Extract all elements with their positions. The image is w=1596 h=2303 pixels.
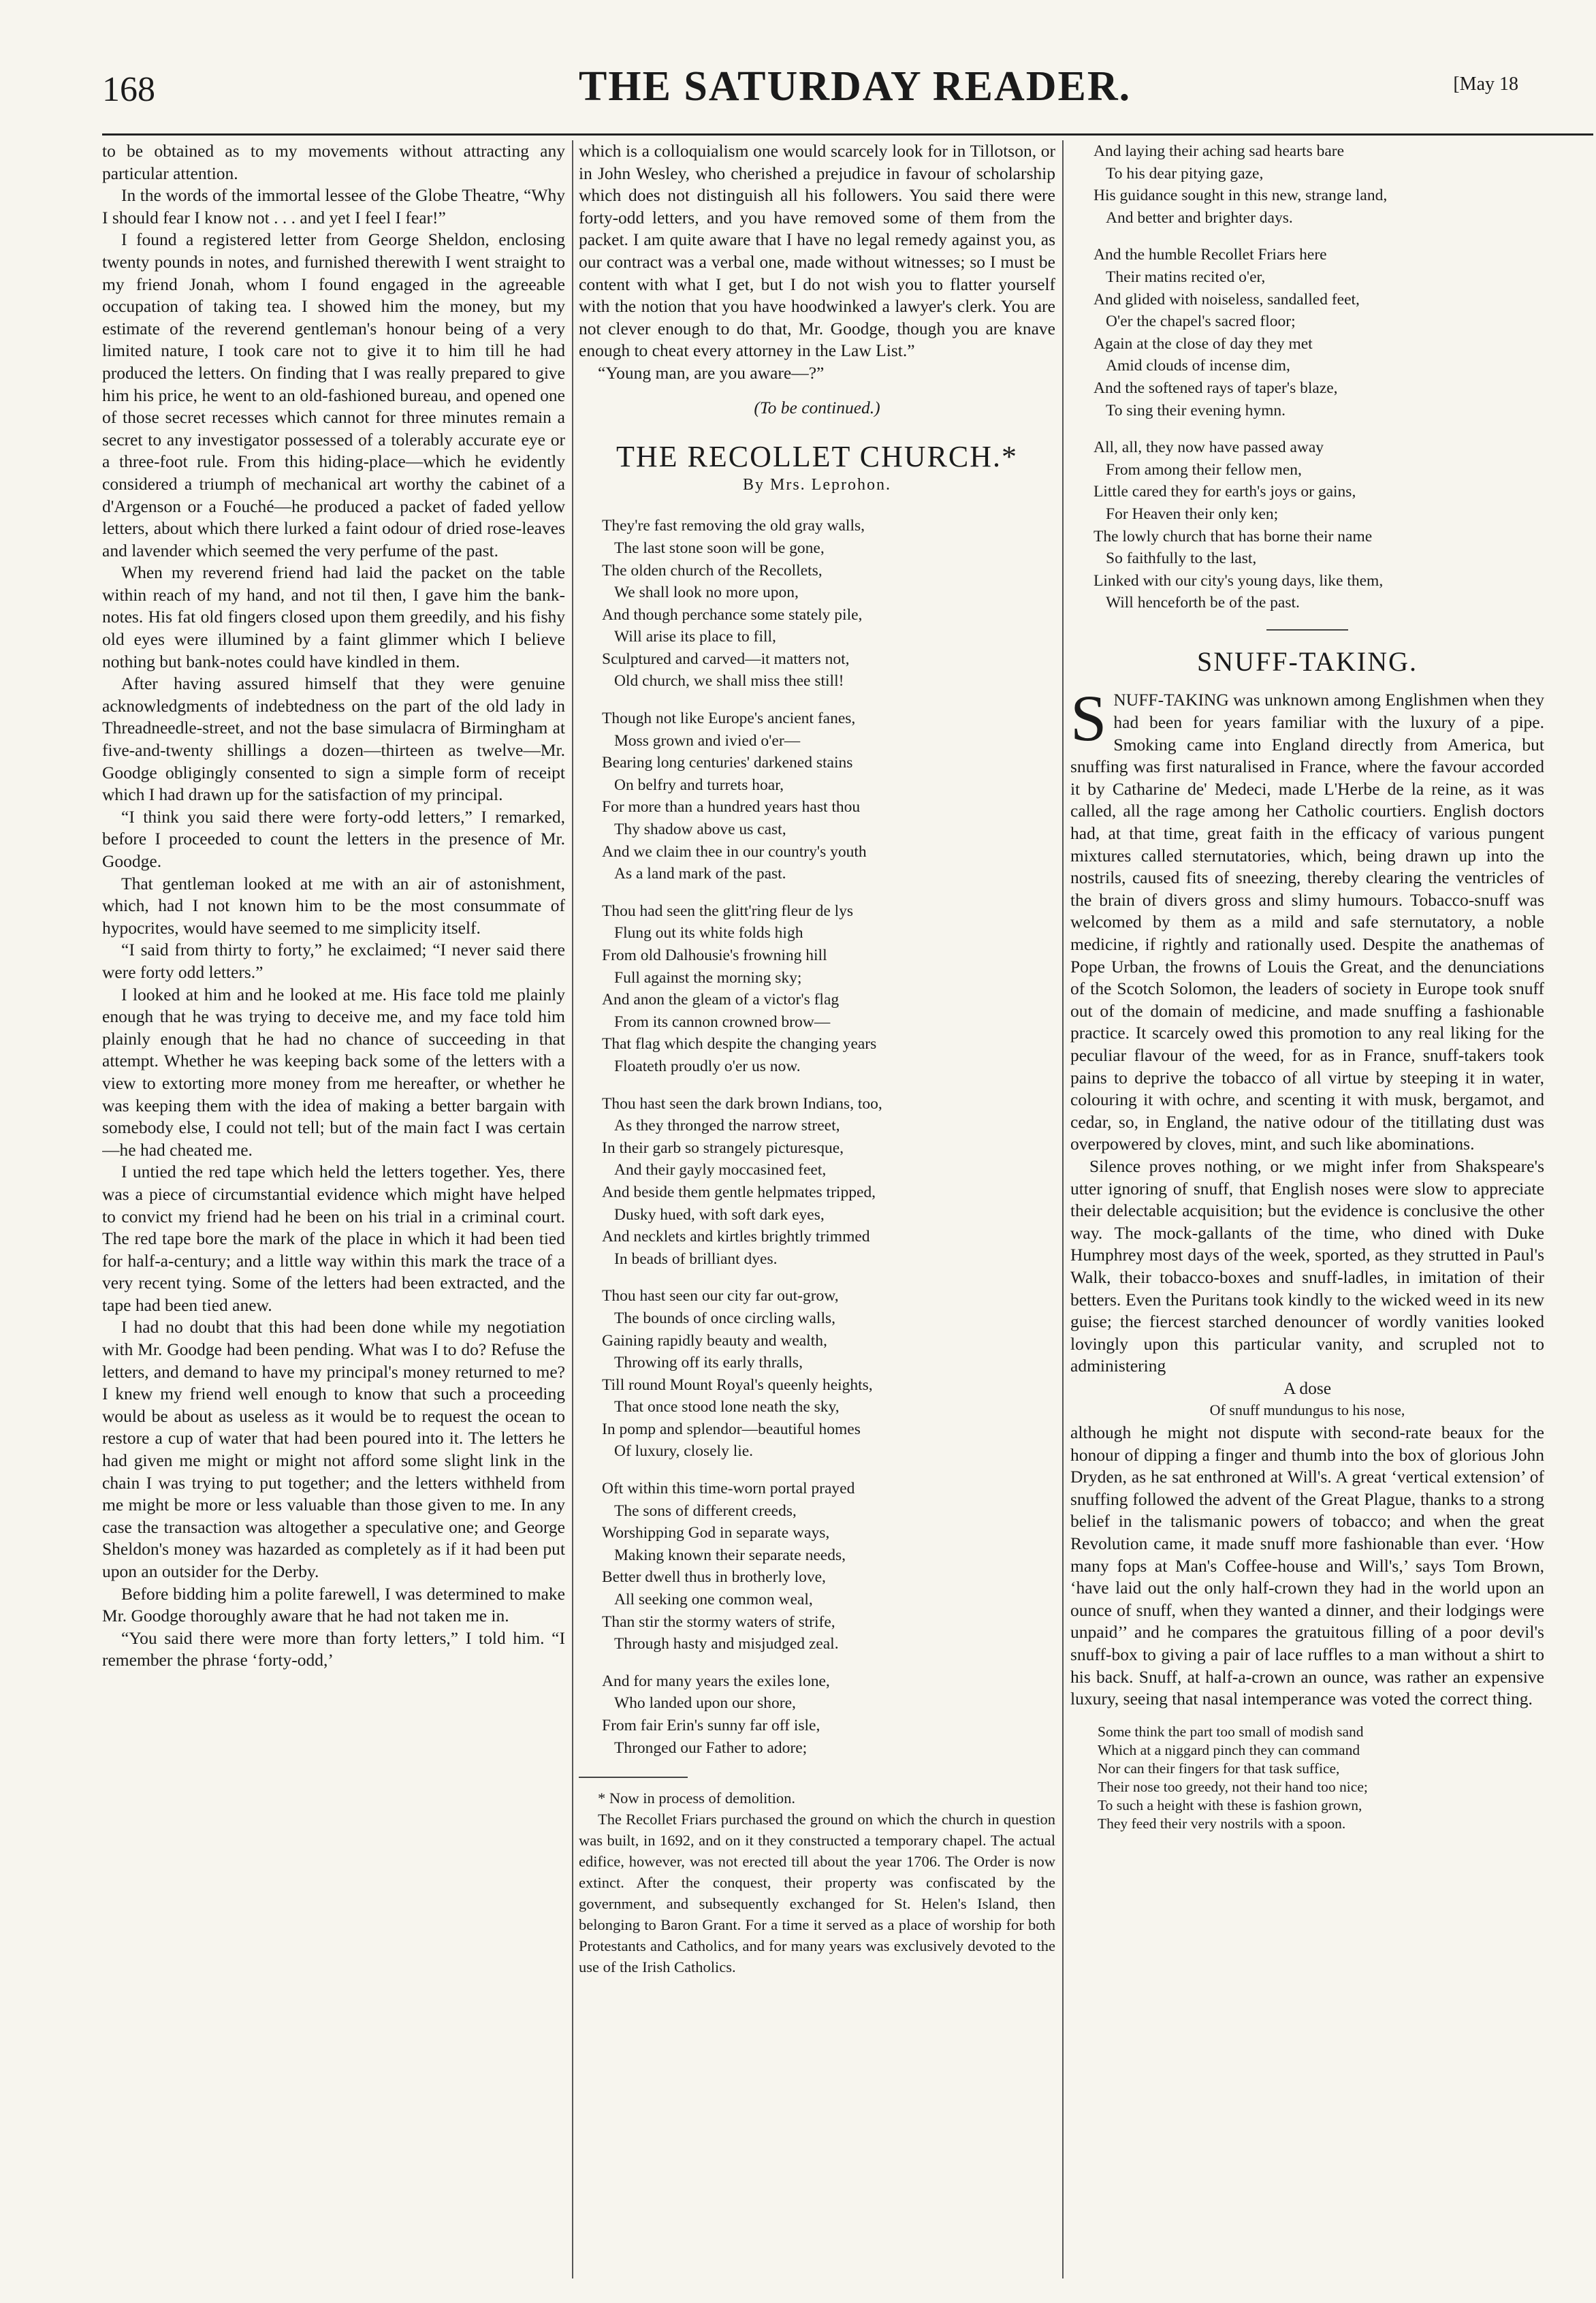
poem-line: Old church, we shall miss thee still! <box>614 672 844 690</box>
paragraph <box>1070 682 1544 1155</box>
paragraph: although he might not dispute with second-rate beaux for the honour of dipping a finger and thumb into the box of glorious John Dryden, as he sat enthroned at Will's. A great ‘vertical extension’ of snuffing followed the advent of the Great Plague, thanks to a strong belief in the talismanic powers of tobacco; and when the great Revolution came, it made snuff more fashionable than ever. ‘How many fops at Man's Coffee-house and Will's,’ says Tom Brown, ‘have laid out the only half-crown they had in the world upon an ounce of snuff, when they wanted a dinner, and their lodgings were unpaid’’ and he compares the gratuitous filling of a poor devil's snuff-box to giving a pair of lace ruffles to a man without a shirt to his back. Snuff, at half-a-crown an ounce, was rather an expensive luxury, seeing that nasal intemperance was voted the correct thing. <box>1070 1423 1544 1709</box>
paragraph: “I said from thirty to forty,” he exclaimed; “I never said there were forty odd letters.” <box>102 940 565 982</box>
poem-line: Little cared they for earth's joys or gains, <box>1094 483 1356 501</box>
poem-line: All seeking one common weal, <box>614 1591 813 1609</box>
poem-line: Bearing long centuries' darkened stains <box>602 754 853 772</box>
poem-line: Dusky hued, with soft dark eyes, <box>614 1205 825 1224</box>
footnote-mark: * Now in process of demolition. <box>598 1790 795 1807</box>
poem-line: Thy shadow above us cast, <box>614 821 786 839</box>
paragraph-text: NUFF-TAKING was unknown among Englishmen when they had been for years familiar with the luxury of a pipe. Smoking came into England directly from America, but snuffing was first naturalised in France, where the favour accorded it by Catharine de' Medeci, made L'Herbe de la reine, as it was called, all the rage among her Catholic courtiers. English doctors had, at that time, great faith in the efficacy of various pungent mixtures called sternutatories, which, being drawn up into the nostrils, caused fits of sneezing, thereby clearing the ventricles of the brain of divers gross and slimy humours. Tobacco-snuff was welcomed by them as a mild and safe sternutatory, a noble medicine, if rightly and rationally used. Despite the anathemas of Pope Urban, the frowns of Louis the Great, and the denunciations of the Scotch Solomon, the leaders of society in Europe took snuff out of the domain of medicine, and made snuffing a fashionable practice. It scarcely owed this promotion to any real liking for the peculiar flavour of the weed, for as in France, snuff-takers took pains to deprive the tobacco of all virtue by steeping it in water, colouring it with ochre, and scenting it with musk, bergamot, and cedar, so, in England, the native odour of the titillating dust was overpowered by cloves, mint, and such like abominations. <box>1070 690 1544 1154</box>
poem-line: Will henceforth be of the past. <box>1106 594 1300 612</box>
poem-stanza <box>602 1670 1055 1759</box>
poem-line: So faithfully to the last, <box>1106 550 1257 568</box>
poem-body <box>579 515 1055 1759</box>
poem-line: Linked with our city's young days, like them, <box>1094 571 1384 590</box>
verse-line: Their nose too greedy, not their hand too nice; <box>1098 1778 1368 1795</box>
column-divider <box>1062 140 1064 2278</box>
poem-line: That once stood lone neath the sky, <box>614 1398 840 1416</box>
poem-line: And we claim thee in our country's youth <box>602 842 867 861</box>
footnote-rule <box>579 1777 688 1778</box>
poem-line: His guidance sought in this new, strange land, <box>1094 187 1388 205</box>
quote-line: Of snuff mundungus to his nose, <box>1209 1401 1405 1419</box>
poem-line: And anon the gleam of a victor's flag <box>602 991 840 1009</box>
paragraph: “Young man, are you aware—?” <box>598 362 825 383</box>
paragraph: I looked at him and he looked at me. His face told me plainly enough that he was trying to deceive me, and my face told him plainly enough that he had no chance of succeeding in that attempt. Whether he was keeping back some of the letters with a view to extorting more money from me hereafter, or whether he was keeping them with the idea of making a better bargain with somebody else, I could not tell; but of the main fact I was certain—he had cheated me. <box>102 984 565 1160</box>
footnote-text: The Recollet Friars purchased the ground on which the church in question was built, in 1692, and on it they constructed a temporary chapel. The actual edifice, however, was not erected till about the year 1706. The Order is now extinct. After the conquest, their property was confiscated by the government, and subsequently exchanged for St. Helen's Island, then belonging to Baron Grant. For a time it served as a place of worship for both Protestants and Catholics, and for many years was exclusively devoted to the use of the Irish Catholics. <box>579 1811 1055 1976</box>
poem-byline: By Mrs. Leprohon. <box>743 475 891 494</box>
poem-line: As they thronged the narrow street, <box>614 1117 840 1135</box>
poem-line: Who landed upon our shore, <box>614 1694 796 1713</box>
paragraph: After having assured himself that they were genuine acknowledgments of indebtedness on the part of the old lady in Threadneedle-street, and not the base simulacra of Birmingham at five-and-twenty shillings a dozen—thirteen as twelve—Mr. Goodge obligingly consented to sign a simple form of receipt which I had drawn up for the satisfaction of my principal. <box>102 673 565 805</box>
poem-line: In beads of brilliant dyes. <box>614 1250 778 1268</box>
poem-stanza <box>1094 140 1544 229</box>
poem-line: Again at the close of day they met <box>1094 334 1313 353</box>
poem-line: The bounds of once circling walls, <box>614 1309 835 1327</box>
poem-line: Moss grown and ivied o'er— <box>614 731 801 750</box>
verse-line: To such a height with these is fashion grown, <box>1098 1796 1362 1813</box>
paragraph: That gentleman looked at me with an air of astonishment, which, had I not known him to be the most consummate of hypocrites, would have seemed to me simplicity itself. <box>102 873 565 938</box>
poem-line: Of luxury, closely lie. <box>614 1442 754 1461</box>
poem-line: Amid clouds of incense dim, <box>1106 357 1290 375</box>
issue-date: [May 18 <box>1453 74 1518 95</box>
paragraph: Before bidding him a polite farewell, I was determined to make Mr. Goodge thoroughly aware that he had not taken me in. <box>102 1583 565 1626</box>
poem-line: In pomp and splendor—beautiful homes <box>602 1420 861 1438</box>
poem-line: Throwing off its early thralls, <box>614 1354 803 1372</box>
poem-stanza <box>602 708 1055 885</box>
paragraph: “I think you said there were forty-odd letters,” I remarked, before I proceeded to count the letters in the presence of Mr. Goodge. <box>102 806 565 871</box>
poem-line: Thou hast seen our city far out-grow, <box>602 1287 839 1305</box>
column-3 <box>1070 140 1544 2285</box>
section-rule <box>1266 629 1348 631</box>
poem-line: From its cannon crowned brow— <box>614 1013 831 1031</box>
verse-line: Nor can their fingers for that task suffice, <box>1098 1760 1340 1777</box>
drop-cap: S <box>1070 682 1107 755</box>
poem-line: The olden church of the Recollets, <box>602 561 823 579</box>
poem-line: Worshipping God in separate ways, <box>602 1524 830 1542</box>
poem-line: The lowly church that has borne their name <box>1094 527 1373 545</box>
poem-line: Oft within this time-worn portal prayed <box>602 1480 855 1498</box>
poem-line: From old Dalhousie's frowning hill <box>602 947 827 964</box>
column-1 <box>102 140 565 2285</box>
footnote <box>579 1788 1055 1978</box>
poem-line: And glided with noiseless, sandalled feet, <box>1094 290 1360 308</box>
poem-line: Sculptured and carved—it matters not, <box>602 650 850 668</box>
poem-line: Till round Mount Royal's queenly heights, <box>602 1376 873 1394</box>
poem-stanza <box>1094 244 1544 422</box>
column-divider <box>572 140 573 2278</box>
section-title: SNUFF-TAKING. <box>1197 646 1418 677</box>
header-rule <box>102 133 1593 136</box>
column-2 <box>579 140 1055 2285</box>
poem-line: Better dwell thus in brotherly love, <box>602 1568 826 1587</box>
poem-line: And though perchance some stately pile, <box>602 605 863 624</box>
poem-line: Than stir the stormy waters of strife, <box>602 1613 835 1631</box>
poem-stanza <box>602 1093 1055 1271</box>
verse-line: They feed their very nostrils with a spoon. <box>1098 1815 1346 1832</box>
verse-line: Which at a niggard pinch they can command <box>1098 1741 1360 1758</box>
poem-line: Though not like Europe's ancient fanes, <box>602 710 856 728</box>
poem-line: They're fast removing the old gray walls, <box>602 517 865 535</box>
page-number: 168 <box>102 70 155 109</box>
poem-line: All, all, they now have passed away <box>1094 439 1324 457</box>
poem-line: Thou had seen the glitt'ring fleur de lys <box>602 902 854 920</box>
poem-line: And laying their aching sad hearts bare <box>1094 142 1345 160</box>
poem-line: On belfry and turrets hoar, <box>614 776 784 794</box>
poem-line: And necklets and kirtles brightly trimmed <box>602 1228 870 1246</box>
poem-line: Their matins recited o'er, <box>1106 268 1266 286</box>
paragraph: In the words of the immortal lessee of the Globe Theatre, “Why I should fear I know not . . . and yet I feel I fear!” <box>102 185 565 227</box>
poem-stanza <box>602 1285 1055 1463</box>
poem-stanza <box>1094 436 1544 614</box>
to-be-continued: (To be continued.) <box>754 397 880 417</box>
poem-line: And better and brighter days. <box>1106 208 1293 227</box>
poem-line: For Heaven their only ken; <box>1106 505 1279 523</box>
paragraph: When my reverend friend had laid the packet on the table within reach of my hand, and not til then, I gave him the bank-notes. His fat old fingers closed upon them greedily, and his fishy old eyes were illumined by a faint glimmer which I believe nothing but bank-notes could have kindled in them. <box>102 562 565 671</box>
poem-line: For more than a hundred years hast thou <box>602 798 861 816</box>
poem-line: Floateth proudly o'er us now. <box>614 1057 801 1075</box>
verse-quote <box>1098 1723 1544 1833</box>
poem-line: Flung out its white folds high <box>614 924 803 942</box>
poem-line: Gaining rapidly beauty and wealth, <box>602 1331 827 1350</box>
verse-line: Some think the part too small of modish sand <box>1098 1723 1364 1740</box>
poem-stanza <box>602 1478 1055 1655</box>
paragraph: I untied the red tape which held the letters together. Yes, there was a piece of circumstantial evidence which might have helped to convict my friend had he been on his trial in a criminal court. The red tape bore the mark of the place in which it had been tied for half-a-century; and a little way within this mark the trace of a very recent tying. Some of the letters had been extracted, and the tape had been tied anew. <box>102 1162 565 1315</box>
paragraph: I had no doubt that this had been done while my negotiation with Mr. Goodge had been pending. What was I to do? Refuse the letters, and demand to have my principal's money returned to me? I knew my friend well enough to know that such a proceeding would be about as useless as it would be to request the ocean to restore a cup of water that had been poured into it. The letters he had given me might or might not afford some slight link in the chain I was trying to put together; and the letters withheld from me might be more or less valuable than those given to me. In any case the transaction was altogether a speculative one; and George Sheldon's money was hazarded as completely as if it had been put upon an outsider for the Derby. <box>102 1317 565 1581</box>
poem-body-continued <box>1070 140 1544 614</box>
poem-line: And the softened rays of taper's blaze, <box>1094 379 1338 397</box>
poem-line: Thronged our Father to adore; <box>614 1738 808 1757</box>
poem-line: Thou hast seen the dark brown Indians, too, <box>602 1094 882 1113</box>
poem-title: THE RECOLLET CHURCH.* <box>616 440 1018 474</box>
poem-line: That flag which despite the changing years <box>602 1035 877 1053</box>
poem-line: The sons of different creeds, <box>614 1502 797 1520</box>
paragraph: to be obtained as to my movements without attracting any particular attention. <box>102 141 565 183</box>
poem-line: And for many years the exiles lone, <box>602 1672 830 1690</box>
poem-line: To sing their evening hymn. <box>1106 401 1286 419</box>
paragraph: I found a registered letter from George Sheldon, enclosing twenty pounds in notes, and furnished therewith I went straight to my friend Jonah, whom I found engaged in the agreeable occupation of taking tea. I showed him the money, but my estimate of the reverend gentleman's honour being of a very limited nature, I took care not to give it to him till he had produced the letters. On finding that I was really prepared to give him his price, he went to an old-fashioned bureau, and opened one of those secret recesses which cannot for three minutes remain a secret to any investigator possessed of a tolerably accurate eye or a three-foot rule. From this hiding-place—which he evidently considered a triumph of mechanical art worthy the cabinet of a d'Argenson or a Fouché—he produced a packet of faded yellow letters, about which there lurked a faint odour of dried rose-leaves and lavender which seemed the very perfume of the past. <box>102 229 565 560</box>
poem-line: And the humble Recollet Friars here <box>1094 246 1327 264</box>
poem-line: Making known their separate needs, <box>614 1546 846 1564</box>
poem-line: From among their fellow men, <box>1106 460 1302 479</box>
paragraph: Silence proves nothing, or we might infer from Shakspeare's utter ignoring of snuff, that English noses were slow to appreciate their delectable acquisition; but the evidence is conclusive the other way. The mock-gallants of the time, who dined with Duke Humphrey most days of the week, sported, as they strutted in Paul's Walk, their tobacco-boxes and snuff-ladles, in imitation of their betters. Even the Puritans took kindly to the wicked weed in its new guise; the fiercest starched denouncer of wordly vanities looked lovingly upon this particular vanity, and scrupled not to administering <box>1070 1156 1544 1376</box>
paragraph: which is a colloquialism one would scarcely look for in Tillotson, or in John Wesley, who cherished a prejudice in favour of scholarship which does not distinguish all his followers. You said there were forty-odd letters, and you have removed some of them from the packet. I am quite aware that I have no legal remedy against you, as our contract was a verbal one, made without witnesses; so I must be content with what I get, but I do not wish you to flatter yourself with the notion that you have hoodwinked a lawyer's clerk. You are not clever enough to do that, Mr. Goodge, though you are knave enough to cheat every attorney in the Law List.” <box>579 141 1055 361</box>
poem-line: To his dear pitying gaze, <box>1106 164 1264 182</box>
paragraph: “You said there were more than forty letters,” I told him. “I remember the phrase ‘forty-odd,’ <box>102 1627 565 1670</box>
poem-line: From fair Erin's sunny far off isle, <box>602 1717 820 1734</box>
poem-stanza <box>602 900 1055 1078</box>
poem-line: We shall look no more upon, <box>614 584 799 602</box>
poem-stanza <box>602 515 1055 693</box>
poem-line: O'er the chapel's sacred floor; <box>1106 313 1296 331</box>
poem-line: As a land mark of the past. <box>614 865 786 883</box>
poem-line: In their garb so strangely picturesque, <box>602 1139 844 1157</box>
poem-line: Through hasty and misjudged zeal. <box>614 1635 839 1653</box>
masthead-title: THE SATURDAY READER. <box>579 63 1132 110</box>
page-header <box>102 63 1596 117</box>
poem-line: Full against the morning sky; <box>614 968 802 987</box>
poem-line: And beside them gentle helpmates tripped, <box>602 1183 876 1201</box>
poem-line: Will arise its place to fill, <box>614 628 776 646</box>
poem-line: And their gayly moccasined feet, <box>614 1161 827 1179</box>
poem-line: The last stone soon will be gone, <box>614 539 825 557</box>
quote-line: A dose <box>1283 1378 1332 1398</box>
